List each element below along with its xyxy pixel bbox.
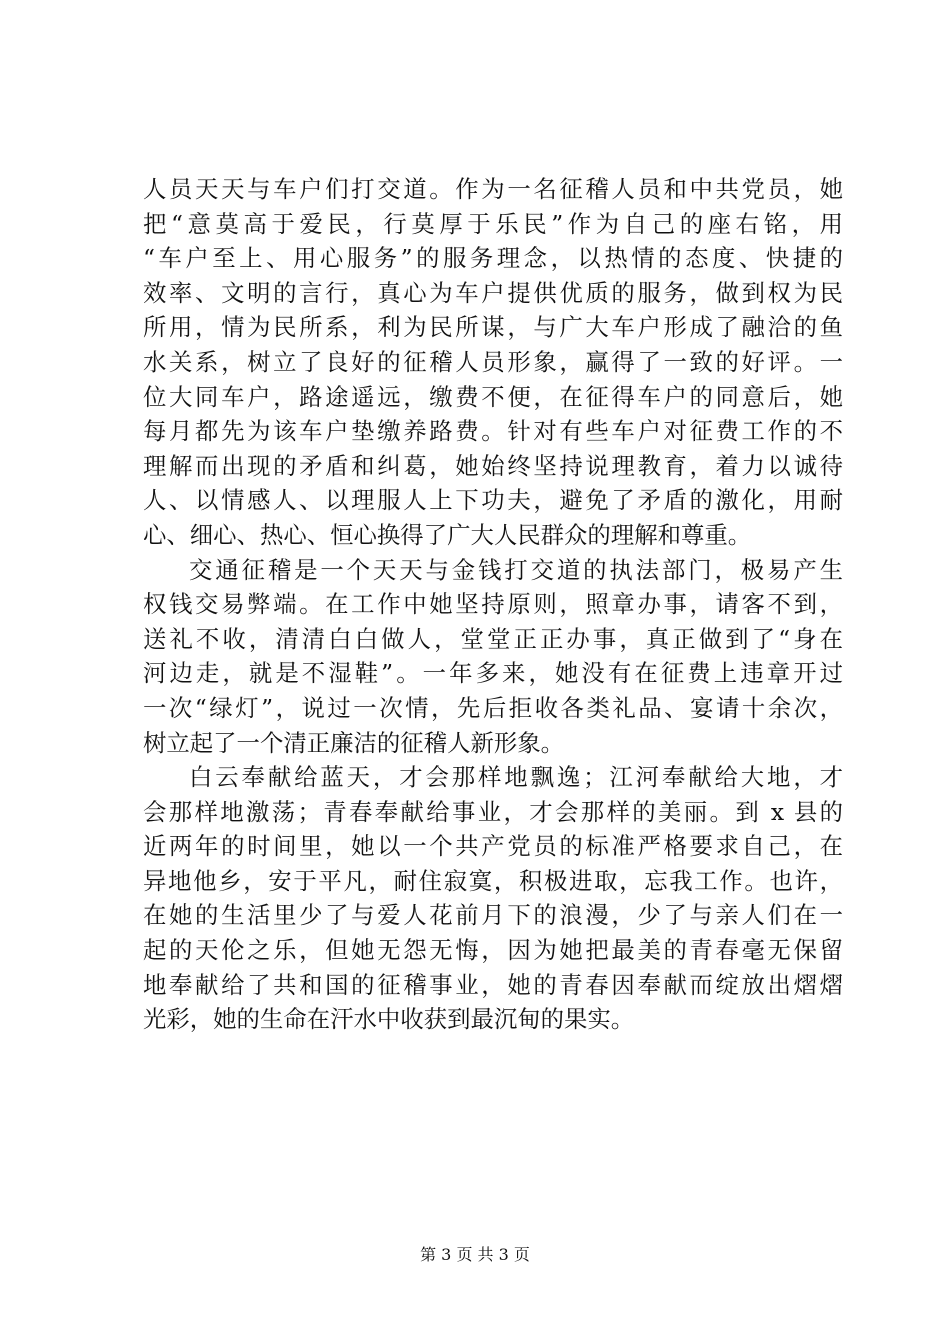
text-line: 交通征稽是一个天天与金钱打交道的执法部门，极易产生 — [189, 555, 843, 584]
document-body — [143, 172, 843, 1037]
text-line: 每月都先为该车户垫缴养路费。针对有些车户对征费工作的不 — [143, 417, 843, 446]
paragraph — [143, 553, 843, 761]
text-line: 权钱交易弊端。在工作中她坚持原则，照章办事，请客不到， — [143, 590, 843, 619]
text-line: 起的天伦之乐，但她无怨无悔，因为她把最美的青春毫无保留 — [143, 936, 843, 965]
text-line: 树立起了一个清正廉洁的征稽人新形象。 — [143, 728, 565, 757]
text-line: 在她的生活里少了与爱人花前月下的浪漫，少了与亲人们在一 — [143, 901, 843, 930]
text-line: 白云奉献给蓝天，才会那样地飘逸；江河奉献给大地，才 — [189, 763, 843, 792]
text-line: 一次“绿灯”，说过一次情，先后拒收各类礼品、宴请十余次， — [143, 693, 843, 722]
text-line: 异地他乡，安于平凡，耐住寂寞，积极进取，忘我工作。也许， — [143, 866, 843, 895]
text-line: 心、细心、热心、恒心换得了广大人民群众的理解和尊重。 — [143, 520, 752, 549]
paragraph — [143, 760, 843, 1037]
text-line: 河边走，就是不湿鞋”。一年多来，她没有在征费上违章开过 — [143, 659, 843, 688]
text-line: “车户至上、用心服务”的服务理念，以热情的态度、快捷的 — [143, 244, 843, 273]
text-line: 位大同车户，路途遥远，缴费不便，在征得车户的同意后，她 — [143, 382, 843, 411]
text-line: 送礼不收，清清白白做人，堂堂正正办事，真正做到了“身在 — [143, 624, 843, 653]
text-line: 所用，情为民所系，利为民所谋，与广大车户形成了融洽的鱼 — [143, 313, 843, 342]
text-line: 地奉献给了共和国的征稽事业，她的青春因奉献而绽放出熠熠 — [143, 970, 843, 999]
text-line: 水关系，树立了良好的征稽人员形象，赢得了一致的好评。一 — [143, 347, 843, 376]
text-line: 人员天天与车户们打交道。作为一名征稽人员和中共党员，她 — [143, 175, 843, 203]
text-line: 光彩，她的生命在汗水中收获到最沉甸的果实。 — [143, 1005, 635, 1034]
text-line: 理解而出现的矛盾和纠葛，她始终坚持说理教育，着力以诚待 — [143, 451, 843, 480]
text-line: 人、以情感人、以理服人上下功夫，避免了矛盾的激化，用耐 — [143, 486, 843, 515]
paragraph — [143, 172, 843, 553]
text-line: 把“意莫高于爱民，行莫厚于乐民”作为自己的座右铭，用 — [143, 209, 843, 238]
page-footer: 第 3 页 共 3 页 — [420, 1245, 530, 1264]
text-line: 会那样地激荡；青春奉献给事业，才会那样的美丽。到 x 县的 — [143, 797, 843, 826]
text-line: 近两年的时间里，她以一个共产党员的标准严格要求自己，在 — [143, 832, 843, 861]
text-line: 效率、文明的言行，真心为车户提供优质的服务，做到权为民 — [143, 278, 843, 307]
